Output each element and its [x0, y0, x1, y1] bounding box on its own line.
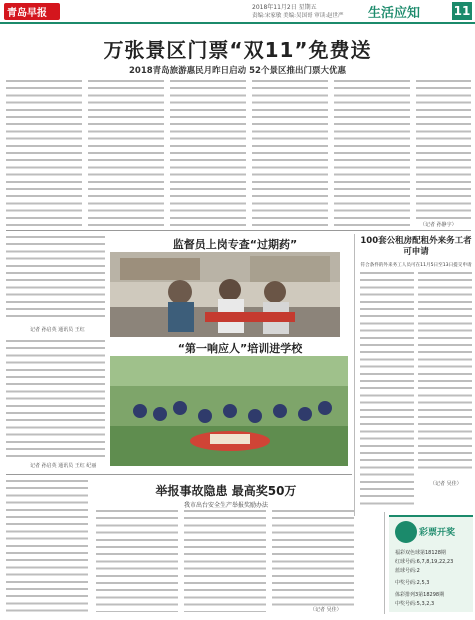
page-header	[0, 0, 475, 24]
main-subheadline: 2018青岛旅游惠民月昨日启动 52个景区推出门票大优惠	[129, 66, 346, 76]
school-training-photo	[110, 356, 348, 466]
pharmacy-photo	[110, 252, 340, 337]
divider-v-2	[384, 512, 385, 614]
lottery-title: 彩票开奖	[419, 528, 456, 538]
section-title: 生活应知	[368, 6, 421, 21]
lead-body-col-2	[88, 80, 164, 226]
story5-body-col-1	[6, 480, 88, 612]
story5-body-col-4	[272, 510, 354, 606]
lead-body-col-6	[416, 80, 471, 220]
issue-date: 2018年11月2日 星期五	[252, 4, 317, 11]
story4-byline: （记者 吴佳）	[430, 481, 462, 487]
lead-body-col-3	[170, 80, 246, 226]
logo-text: 青岛早报	[7, 8, 47, 19]
story4-title: 100套公租房配租外来务工者可申请	[360, 236, 472, 257]
story3-byline: 记者 孙启英 通讯员 王红 纪丽	[30, 463, 97, 469]
story4-subtitle: 符合条件的外来务工人员可在11月5日至13日提交申请	[360, 263, 472, 268]
story4-body-col-1	[360, 272, 414, 508]
lottery-line-2: 红球号码:6,7,8,19,22,23	[395, 559, 454, 565]
story5-subtitle: 我市出台安全生产举报奖励办法	[183, 502, 268, 509]
lottery-line-1: 福彩双色球第18128期	[395, 550, 446, 556]
story5-body-col-3	[184, 510, 266, 612]
lottery-line-5: 体彩排列3第18298期	[395, 592, 445, 598]
lottery-box	[389, 515, 473, 612]
lead-body-col-5	[334, 80, 410, 226]
story2-body-col-1	[6, 236, 105, 322]
story5-title: 举报事故隐患 最高奖50万	[155, 484, 297, 498]
school-training-photo-image	[110, 356, 348, 466]
lottery-line-3: 蓝球号码:2	[395, 568, 420, 574]
pharmacy-photo-image	[110, 252, 340, 337]
story3-body-col-1	[6, 340, 105, 458]
main-headline: 万张景区门票“双11”免费送	[103, 38, 372, 62]
divider-v-1	[354, 234, 355, 516]
lead-body-col-1	[6, 80, 82, 226]
story5-body-col-2	[96, 510, 178, 612]
story5-byline: （记者 吴佳）	[310, 607, 342, 613]
story2-title: 监督员上岗专查“过期药”	[172, 238, 298, 251]
newspaper-logo	[4, 3, 60, 20]
lottery-line-6: 中奖号码:5,3,2,3	[395, 601, 435, 607]
lottery-ball-icon	[395, 521, 417, 543]
divider-1	[6, 230, 471, 231]
story3-title: “第一响应人”培训进学校	[177, 342, 303, 355]
lead-byline: （记者 孙静宇）	[420, 222, 457, 228]
page-number: 11	[453, 4, 471, 18]
editor-credits: 责编:宋家敏 美编:吴国哥 审读:赵世严	[252, 13, 344, 19]
divider-2	[6, 474, 352, 475]
story2-byline: 记者 孙启英 通讯员 王红	[30, 327, 85, 333]
story4-body-col-2	[418, 272, 472, 472]
lottery-line-4: 中奖号码:2,5,3	[395, 580, 430, 586]
lead-body-col-4	[252, 80, 328, 226]
